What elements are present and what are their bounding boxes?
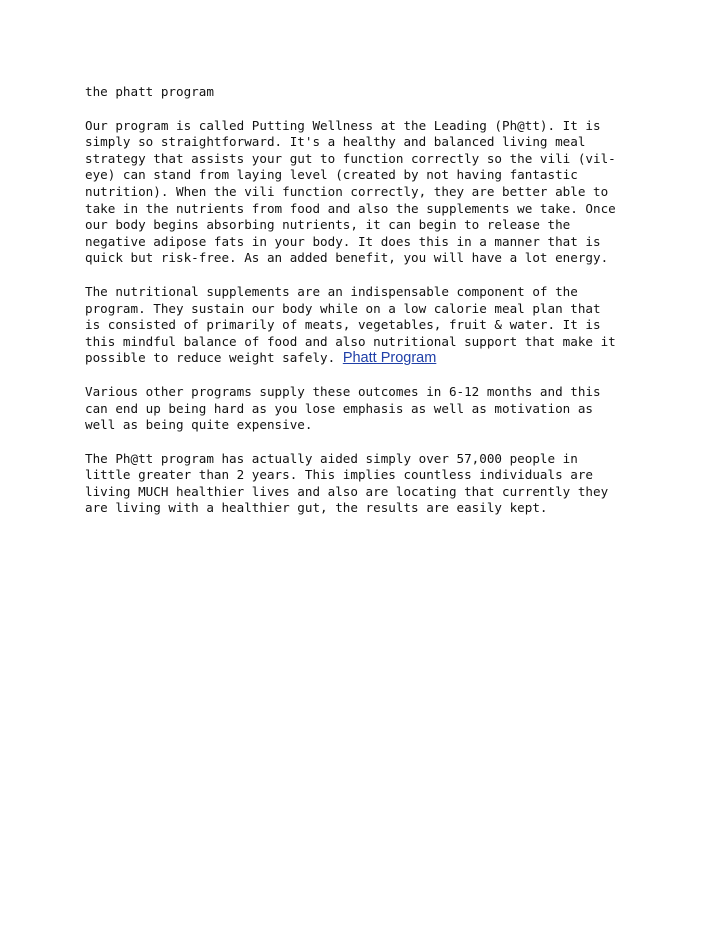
paragraph-line: well as being quite expensive. — [85, 417, 313, 433]
paragraph-line: little greater than 2 years. This implies countless individuals are — [85, 467, 593, 483]
document-title: the phatt program — [85, 84, 214, 99]
paragraph-supplements — [85, 284, 645, 367]
paragraph-line: this mindful balance of food and also nutritional support that make it — [85, 333, 616, 349]
paragraph-line: negative adipose fats in your body. It does this in a manner that is — [85, 233, 601, 249]
paragraph-line: simply so straightforward. It's a healthy and balanced living meal — [85, 134, 586, 150]
paragraph-line: eye) can stand from laying level (created by not having fantastic — [85, 167, 578, 183]
paragraph-line: Our program is called Putting Wellness at the Leading (Ph@tt). It is — [85, 117, 601, 133]
paragraph-results — [85, 451, 645, 517]
phatt-program-link[interactable]: Phatt Program — [342, 350, 437, 367]
paragraph-line: Various other programs supply these outcomes in 6-12 months and this — [85, 383, 601, 399]
paragraph-line-with-link — [85, 350, 645, 367]
paragraph-line-text: possible to reduce weight safely. — [85, 350, 336, 366]
paragraph-line: can end up being hard as you lose emphasis as well as motivation as — [85, 400, 593, 416]
paragraph-line: strategy that assists your gut to function correctly so the vili (vil- — [85, 150, 616, 166]
paragraph-line: take in the nutrients from food and also the supplements we take. Once — [85, 200, 616, 216]
paragraph-intro — [85, 118, 645, 267]
paragraph-other-programs — [85, 384, 645, 434]
paragraph-line: program. They sustain our body while on a low calorie meal plan that — [85, 300, 601, 316]
paragraph-line: quick but risk-free. As an added benefit, you will have a lot energy. — [85, 250, 609, 266]
paragraph-line: The Ph@tt program has actually aided simply over 57,000 people in — [85, 450, 578, 466]
paragraph-line: is consisted of primarily of meats, vegetables, fruit & water. It is — [85, 317, 601, 333]
paragraph-line: nutrition). When the vili function correctly, they are better able to — [85, 183, 609, 199]
paragraph-line: living MUCH healthier lives and also are locating that currently they — [85, 483, 609, 499]
paragraph-line: The nutritional supplements are an indispensable component of the — [85, 283, 578, 299]
document-page — [85, 84, 645, 534]
paragraph-line: our body begins absorbing nutrients, it can begin to release the — [85, 217, 571, 233]
paragraph-line: are living with a healthier gut, the results are easily kept. — [85, 500, 548, 516]
